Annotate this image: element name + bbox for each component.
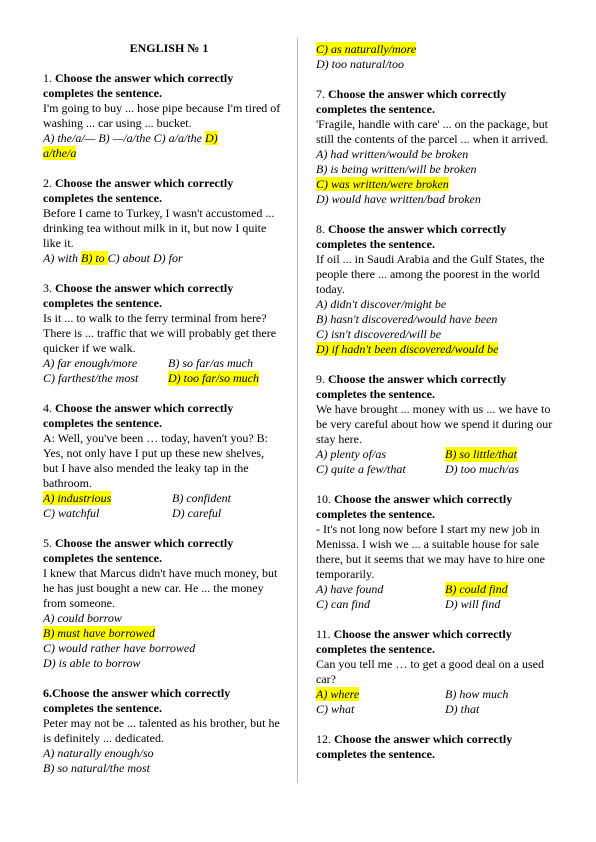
page-title: ENGLISH № 1 bbox=[129, 41, 209, 55]
question-7 bbox=[316, 87, 554, 207]
options-row bbox=[316, 582, 554, 597]
option-a[interactable]: A) plenty of/as bbox=[316, 447, 386, 461]
question-number: 7. bbox=[316, 87, 325, 101]
options-row bbox=[316, 702, 554, 717]
question-text: Peter may not be ... talented as his brother, but he is definitely ... dedicated. bbox=[43, 716, 280, 745]
question-number: 2. bbox=[43, 176, 52, 190]
question-text: - It's not long now before I start my new job in Menissa. I wish we ... a suitable house for sale there, but it seems that we may have to hire one temporarily. bbox=[316, 522, 545, 581]
question-instruction: Choose the answer which correctly completes the sentence. bbox=[43, 281, 234, 310]
options-row bbox=[316, 447, 554, 462]
question-instruction: Choose the answer which correctly completes the sentence. bbox=[316, 627, 512, 656]
question-text: We have brought ... money with us ... we have to be very careful about how we spend it during our stay here. bbox=[316, 402, 553, 446]
question-text: I knew that Marcus didn't have much money, but he has just bought a new car. He ... the money from someone. bbox=[43, 566, 278, 610]
question-number: 8. bbox=[316, 222, 325, 236]
question-instruction: Choose the answer which correctly completes the sentence. bbox=[316, 87, 507, 116]
question-number: 12. bbox=[316, 732, 331, 746]
option-a[interactable]: A) far enough/more bbox=[43, 356, 138, 370]
right-column bbox=[316, 42, 554, 777]
question-5 bbox=[43, 536, 281, 671]
question-number: 5. bbox=[43, 536, 52, 550]
question-6 bbox=[43, 686, 281, 776]
question-10 bbox=[316, 492, 554, 612]
option-b-selected[interactable]: B) so little/that bbox=[445, 447, 517, 461]
option-d-continued[interactable]: a/the/a bbox=[43, 146, 77, 160]
option-d-selected[interactable]: D) if hadn't been discovered/would be bbox=[316, 342, 499, 356]
question-instruction: Choose the answer which correctly completes the sentence. bbox=[43, 176, 234, 205]
option-b[interactable]: B) confident bbox=[172, 491, 231, 505]
option-b-selected[interactable]: B) could find bbox=[445, 582, 508, 596]
options-row bbox=[43, 371, 281, 386]
question-number: 11. bbox=[316, 627, 331, 641]
option-a[interactable]: A) the/a/— bbox=[43, 131, 96, 145]
options-line bbox=[43, 251, 281, 266]
option-a[interactable]: A) could borrow bbox=[43, 611, 122, 625]
option-b-selected[interactable]: B) must have borrowed bbox=[43, 626, 155, 640]
option-d[interactable]: D) too natural/too bbox=[316, 57, 405, 71]
option-c[interactable]: C) a/a/the bbox=[153, 131, 202, 145]
option-b-selected[interactable]: B) to bbox=[81, 251, 108, 265]
option-c[interactable]: C) farthest/the most bbox=[43, 371, 139, 385]
option-a-selected[interactable]: A) where bbox=[316, 687, 360, 701]
option-c-selected[interactable]: C) as naturally/more bbox=[316, 42, 417, 56]
question-6-continued bbox=[316, 42, 554, 72]
question-3 bbox=[43, 281, 281, 386]
question-2 bbox=[43, 176, 281, 266]
option-a-selected[interactable]: A) industrious bbox=[43, 491, 112, 505]
question-4 bbox=[43, 401, 281, 521]
option-b[interactable]: B) —/a/the bbox=[98, 131, 151, 145]
option-a[interactable]: A) had written/would be broken bbox=[316, 147, 469, 161]
option-a[interactable]: A) didn't discover/might be bbox=[316, 297, 447, 311]
option-d-selected[interactable]: D) bbox=[204, 131, 218, 145]
option-d[interactable]: D) will find bbox=[445, 597, 501, 611]
column-divider bbox=[297, 38, 298, 783]
options-row bbox=[316, 462, 554, 477]
option-b[interactable]: B) is being written/will be broken bbox=[316, 162, 477, 176]
question-instruction: Choose the answer which correctly completes the sentence. bbox=[43, 401, 234, 430]
question-instruction: Choose the answer which correctly completes the sentence. bbox=[316, 222, 507, 251]
option-d[interactable]: D) for bbox=[153, 251, 183, 265]
question-number: 4. bbox=[43, 401, 52, 415]
question-12 bbox=[316, 732, 554, 762]
option-b[interactable]: B) so far/as much bbox=[168, 356, 253, 370]
option-c[interactable]: C) what bbox=[316, 702, 355, 716]
question-instruction: Choose the answer which correctly completes the sentence. bbox=[316, 732, 513, 761]
question-text: If oil ... in Saudi Arabia and the Gulf States, the people there ... among the poorest in the world today. bbox=[316, 252, 545, 296]
option-d[interactable]: D) too much/as bbox=[445, 462, 519, 476]
option-b[interactable]: B) how much bbox=[445, 687, 509, 701]
question-1 bbox=[43, 71, 281, 161]
question-11 bbox=[316, 627, 554, 717]
question-instruction: Choose the answer which correctly completes the sentence. bbox=[43, 536, 234, 565]
option-c[interactable]: C) would rather have borrowed bbox=[43, 641, 196, 655]
question-number: 6. bbox=[43, 686, 52, 700]
question-text: 'Fragile, handle with care' ... on the package, but still the contents of the parcel ... when it arrived. bbox=[316, 117, 549, 146]
option-c[interactable]: C) watchful bbox=[43, 506, 100, 520]
option-c-selected[interactable]: C) was written/were broken bbox=[316, 177, 449, 191]
option-b[interactable]: B) hasn't discovered/would have been bbox=[316, 312, 498, 326]
question-number: 10. bbox=[316, 492, 331, 506]
question-instruction: Choose the answer which correctly completes the sentence. bbox=[43, 71, 234, 100]
options-row bbox=[43, 356, 281, 371]
question-instruction: Choose the answer which correctly completes the sentence. bbox=[316, 492, 513, 521]
question-text: Is it ... to walk to the ferry terminal from here? There is ... traffic that we will probably get there quicker if we walk. bbox=[43, 311, 277, 355]
option-c[interactable]: C) quite a few/that bbox=[316, 462, 406, 476]
left-column bbox=[43, 41, 281, 791]
question-text: Before I came to Turkey, I wasn't accustomed ... drinking tea without milk in it, but now I quite like it. bbox=[43, 206, 275, 250]
options-line bbox=[43, 131, 281, 146]
question-instruction: Choose the answer which correctly completes the sentence. bbox=[43, 686, 231, 715]
option-d[interactable]: D) would have written/bad broken bbox=[316, 192, 481, 206]
option-d[interactable]: D) careful bbox=[172, 506, 222, 520]
option-c[interactable]: C) about bbox=[107, 251, 151, 265]
options-row bbox=[316, 597, 554, 612]
options-row bbox=[316, 687, 554, 702]
option-b[interactable]: B) so natural/the most bbox=[43, 761, 150, 775]
options-row bbox=[43, 506, 281, 521]
option-c[interactable]: C) can find bbox=[316, 597, 370, 611]
question-text: A: Well, you've been … today, haven't you? B: Yes, not only have I put up these new shelves, but I have also mended the leaky tap in the bathroom. bbox=[43, 431, 268, 490]
option-c[interactable]: C) isn't discovered/will be bbox=[316, 327, 442, 341]
question-number: 1. bbox=[43, 71, 52, 85]
question-text: Can you tell me … to get a good deal on a used car? bbox=[316, 657, 544, 686]
option-d[interactable]: D) is able to borrow bbox=[43, 656, 141, 670]
question-text: I'm going to buy ... hose pipe because I'm tired of washing ... car using ... bucket. bbox=[43, 101, 281, 130]
option-d-selected[interactable]: D) too far/so much bbox=[168, 371, 259, 385]
question-instruction: Choose the answer which correctly completes the sentence. bbox=[316, 372, 507, 401]
option-a[interactable]: A) naturally enough/so bbox=[43, 746, 154, 760]
options-row bbox=[43, 491, 281, 506]
option-d[interactable]: D) that bbox=[445, 702, 480, 716]
question-9 bbox=[316, 372, 554, 477]
question-8 bbox=[316, 222, 554, 357]
question-number: 3. bbox=[43, 281, 52, 295]
option-a[interactable]: A) with bbox=[43, 251, 78, 265]
question-number: 9. bbox=[316, 372, 325, 386]
option-a[interactable]: A) have found bbox=[316, 582, 384, 596]
